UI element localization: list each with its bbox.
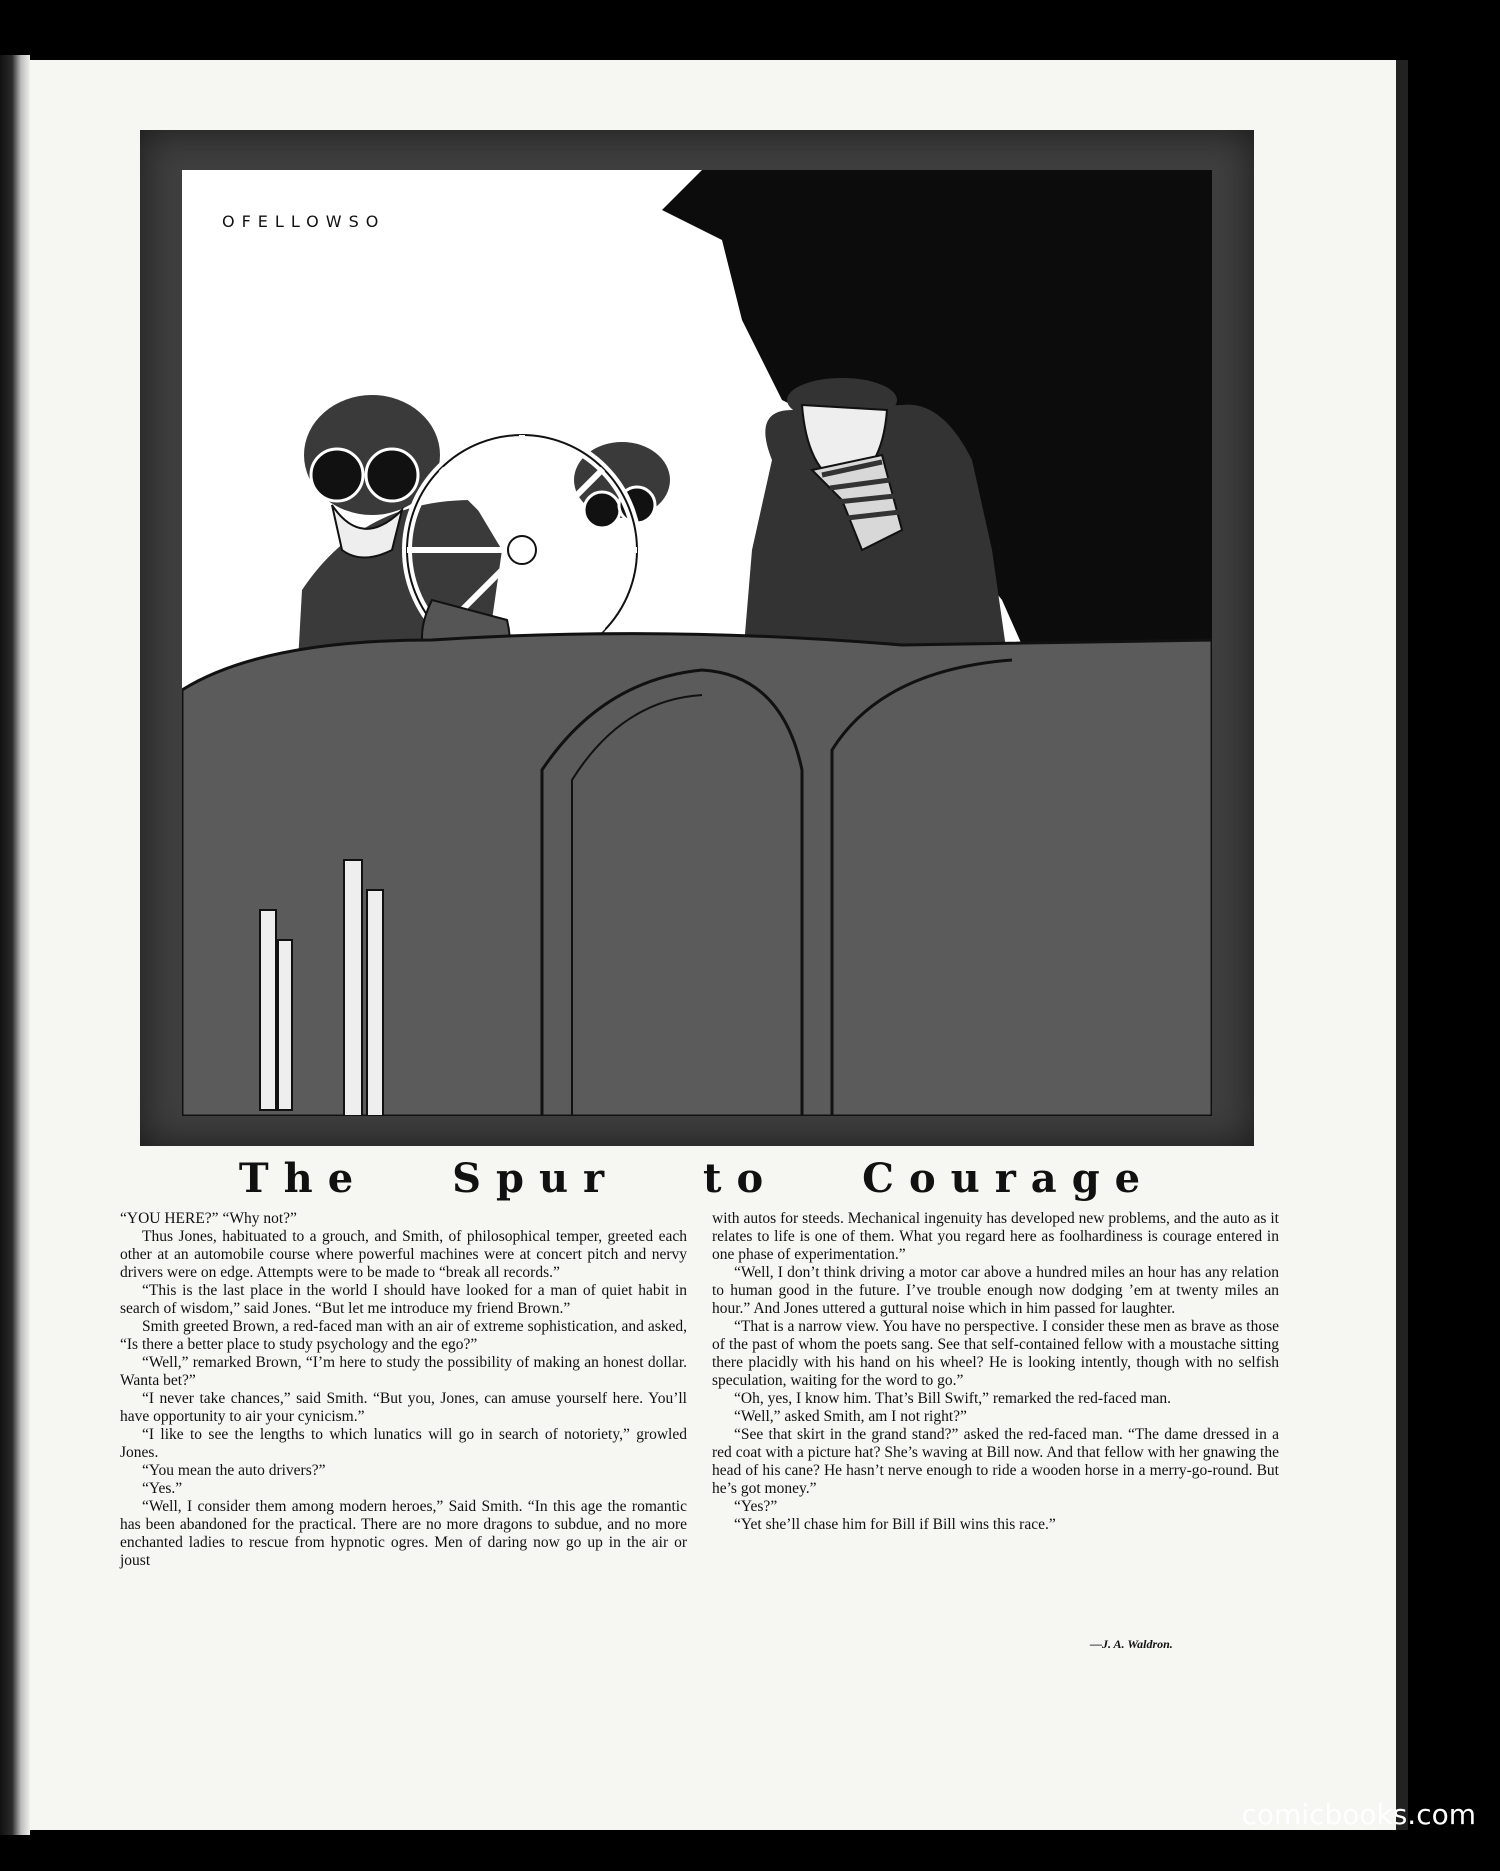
article-paragraph: “You mean the auto drivers?” (142, 1462, 326, 1479)
article-paragraph: Thus Jones, habituated to a grouch, and Smith, of philosophical temper, greeted each other at an automobile course where powerful machines were at concert pitch and nervy drivers were on edge. Attempts were to be made to “break all records.” (120, 1228, 687, 1281)
car-hood (182, 634, 1212, 1116)
article-paragraph: “Well,” remarked Brown, “I’m here to study the possibility of making an honest dollar. Wanta bet?” (120, 1354, 687, 1389)
article-column-left (120, 1210, 687, 1570)
article-paragraph: “See that skirt in the grand stand?” asked the red-faced man. “The dame dressed in a red coat with a picture hat? She’s waving at Bill now. And that fellow with her gnawing the head of his cane? He hasn’t nerve enough to ride a wooden horse in a merry-go-round. But he’s got money.” (712, 1426, 1279, 1497)
article-paragraph: “Well, I don’t think driving a motor car above a hundred miles an hour has any relation to human good in the future. I’ve trouble enough now dodging ’em at twenty miles an hour.” And Jones uttered a guttural noise which in him passed for laughter. (712, 1264, 1279, 1317)
article-paragraph: “Oh, yes, I know him. That’s Bill Swift,” remarked the red-faced man. (734, 1390, 1172, 1407)
article-paragraph: “YOU HERE?” “Why not?” (120, 1210, 297, 1227)
article-paragraph: “I like to see the lengths to which lunatics will go in search of notoriety,” growled Jones. (120, 1426, 687, 1461)
author-byline: —J. A. Waldron. (1090, 1637, 1173, 1651)
article-paragraph: “That is a narrow view. You have no perspective. I consider these men as brave as those of the past of whom the poets sang. See that self-contained fellow with a moustache sitting there placidly with his hand on his wheel? He is looking intently, though with no selfish speculation, waiting for the word to go.” (712, 1318, 1279, 1389)
article-paragraph: “Yet she’ll chase him for Bill if Bill wins this race.” (734, 1516, 1056, 1533)
page-binding (0, 55, 30, 1835)
article-paragraph: “Yes?” (734, 1498, 778, 1515)
article-title: The Spur to Courage (238, 1155, 1156, 1202)
illustration (182, 170, 1212, 1116)
mechanic-goggle-left (584, 492, 620, 528)
article-paragraph: “Yes.” (142, 1480, 183, 1497)
article-column-right (712, 1210, 1279, 1534)
article-paragraph: with autos for steeds. Mechanical ingenuity has developed new problems, and the auto as it relates to life is one of them. What you regard here as foolhardiness is courage entered in one phase of experimentation.” (712, 1210, 1279, 1263)
race-car-drawing (182, 170, 1212, 1116)
illustration-frame (140, 130, 1254, 1146)
driver-goggle-right (366, 449, 418, 501)
article-body (120, 1210, 1284, 1610)
article-paragraph: Smith greeted Brown, a red-faced man with an air of extreme sophistication, and asked, “Is there a better place to study psychology and the ego?” (120, 1318, 687, 1353)
page-edge (1396, 60, 1408, 1830)
brake-lever (260, 910, 276, 1110)
article-paragraph: “This is the last place in the world I should have looked for a man of quiet habit in search of wisdom,” said Jones. “But let me introduce my friend Brown.” (120, 1282, 687, 1317)
site-watermark: comicbooks.com (1241, 1798, 1476, 1831)
article-paragraph: “I never take chances,” said Smith. “But you, Jones, can amuse yourself here. You’ll have opportunity to air your cynicism.” (120, 1390, 687, 1425)
driver-goggle-left (311, 449, 363, 501)
article-paragraph: “Well, I consider them among modern heroes,” Said Smith. “In this age the romantic has been abandoned for the practical. There are no more dragons to subdue, and no more enchanted ladies to rescue from hypnotic ogres. Men of daring now go up in the air or joust (120, 1498, 687, 1569)
artist-signature: OFELLOWSO (222, 212, 386, 231)
gear-lever (344, 860, 362, 1116)
article-paragraph: “Well,” asked Smith, am I not right?” (734, 1408, 967, 1425)
